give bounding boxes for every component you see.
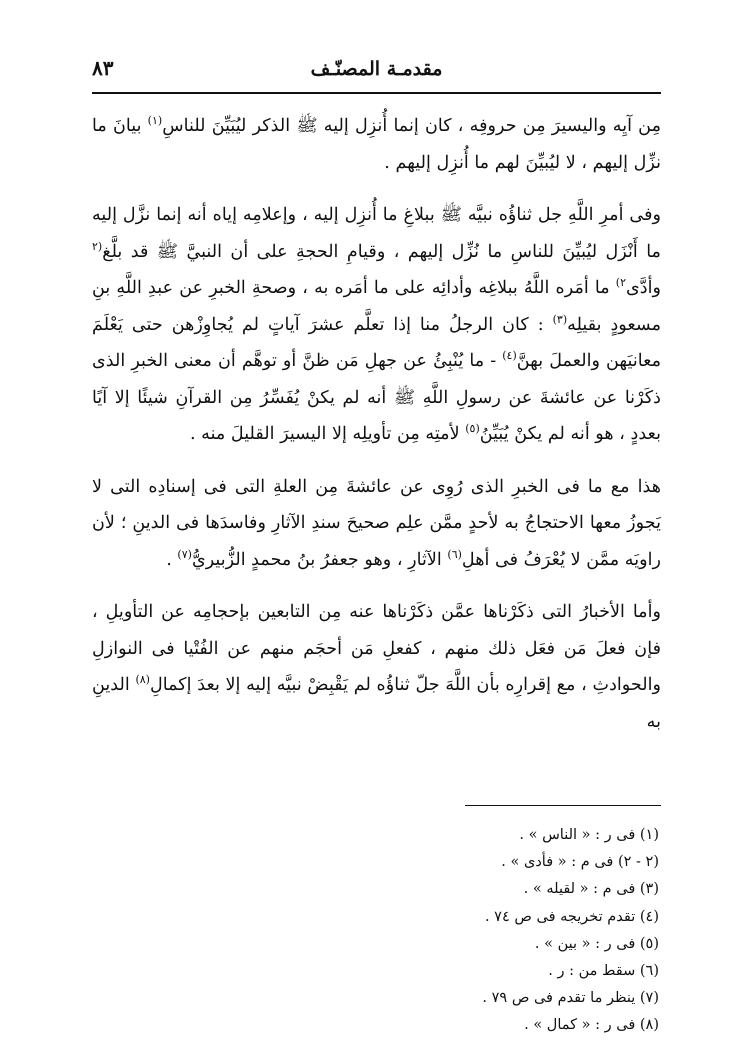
footnotes: [200, 822, 659, 1040]
page-number: ٨٣: [92, 56, 114, 80]
paragraph-text: - ما يُنْبِئُ عن جهلِ مَن ظنَّ أو توهَّم أن معنى الخبرِ الذى ذكَرْنا عن عائشةَ عن رسولِ اللَّهِ ﷺ أنه لم يكنْ يُفَسِّرُ مِن القرآنِ شيئًا إلا آيًا بعددٍ ، هو أنه لم يكنْ يُبَيِّنُ: [92, 351, 661, 444]
paragraph-text: لأمتِه مِن تأويلِه إلا اليسيرَ القليلَ منه .: [189, 424, 466, 444]
main-text: [92, 108, 661, 756]
footnote: (٣) فى م : « لقيله » .: [523, 881, 659, 898]
footnote: (٢ - ٢) فى م : « فأدى » .: [501, 854, 659, 871]
footnote: (٨) فى ر : « كمال » .: [524, 1017, 659, 1034]
paragraph: [92, 594, 661, 740]
footnote-marker: (٥): [465, 422, 480, 436]
paragraph-text: : كان الرجلُ منا إذا تعلَّم عشرَ آياتٍ لم يُجاوِزْهن حتى يَعْلَمَ معانيَهن والعملَ بهنَّ: [92, 314, 662, 371]
footnote: (٦) سقط من : ر .: [548, 963, 659, 980]
running-header: [92, 52, 661, 94]
paragraph-text: هذا مع ما فى الخبرِ الذى رُوِى عن عائشةَ مِن العلةِ التى فى إسنادِه التى لا يَجوزُ معها الاحتجاجُ به لأحدٍ ممَّن علِم صحيحَ سندِ الآثارِ وفاسدَها فى الدينِ ؛ لأن راويَه ممَّن لا يُعْرَفُ فى أهلِ: [92, 476, 661, 570]
footnote-marker: (٤): [502, 349, 517, 363]
footnote: (٧) ينظر ما تقدم فى ص ٧٩ .: [482, 990, 659, 1007]
paragraph-text: وأدَّى: [626, 278, 661, 298]
footnote: (٥) فى ر : « بين » .: [534, 935, 659, 952]
paragraph-text: وفى أمرِ اللَّهِ جل ثناؤُه نبيَّه ﷺ ببلاغِ ما أُنزِل إليه ، وإعلامِه إياه أنه إنما نزَّل إليه ما أَنْزَل ليُبيِّنَ للناسِ ما نُزِّل إليهم ، وقيامِ الحجةِ على أن النبيَّ ﷺ قد بلَّغ: [92, 205, 661, 262]
footnote-separator: [465, 805, 661, 806]
footnote-marker: (٧): [177, 547, 192, 561]
footnote: (١) فى ر : « الناس » .: [519, 827, 659, 843]
footnote-marker: (٢: [92, 239, 103, 253]
footnote-marker: (٣): [552, 312, 568, 326]
footnote-marker: (٦): [447, 547, 462, 561]
chapter-title: مقدمـة المصنّـف: [310, 58, 443, 80]
paragraph-text: ما أمَره اللَّهُ ببلاغِه وأدائِه على ما أمَره به ، وصحةِ الخبرِ عن عبدِ اللَّهِ بنِ مسعودٍ بقيلِه: [92, 278, 661, 335]
footnote-marker: (٨): [135, 673, 150, 687]
paragraph-text: وأما الأخبارُ التى ذكَرْناها عمَّن ذكَرْناها عنه مِن التابعين بإحجامِه عن التأويلِ ، فإن فعلَ مَن فعَل ذلك منهم ، كفعلِ مَن أحجَم منهم عن الفُتْيا فى النوازلِ والحوادثِ ، مع إقرارِه بأن اللَّهَ جلّ ثناؤُه لم يَقْبِضْ نبيَّه إليه إلا بعدَ إكمالِ: [92, 602, 661, 695]
footnote-marker: (١): [147, 114, 163, 128]
footnote: (٤) تقدم تخريجه فى ص ٧٤ .: [484, 908, 659, 925]
paragraph: [92, 108, 661, 181]
paragraph: [92, 197, 661, 453]
paragraph-text: الدينِ به: [92, 675, 661, 732]
paragraph-text: الآثارِ ، وهو جعفرُ بنُ محمدٍ الزُّبيريُّ: [191, 549, 448, 570]
paragraph: [92, 469, 661, 579]
paragraph-text: مِن آيِه واليسيرَ مِن حروفِه ، كان إنما أُنزِل إليه ﷺ الذكر ليُبَيِّنَ للناسِ: [162, 116, 661, 136]
paragraph-text: .: [166, 549, 178, 570]
paragraph-text: بيانَ ما نزِّل إليهم ، لا ليُبيِّنَ لهم ما أُنزِل إليهم .: [92, 116, 661, 173]
footnote-marker: ٢): [615, 276, 626, 290]
